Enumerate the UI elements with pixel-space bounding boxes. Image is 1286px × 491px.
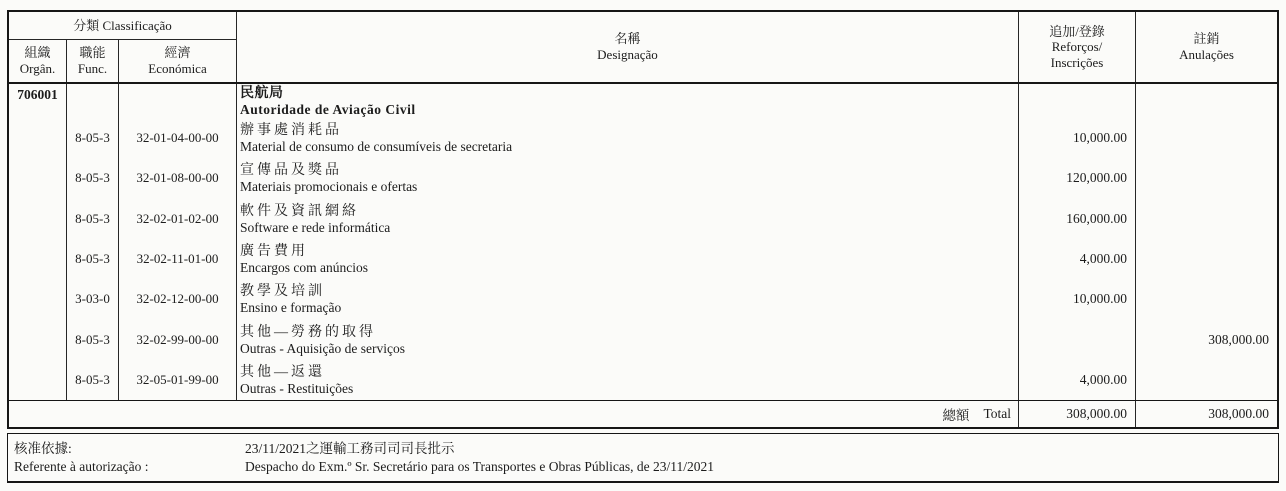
item-name-zh: 其他—勞務的取得 — [240, 324, 376, 340]
econ-code: 32-05-01-99-00 — [119, 360, 237, 400]
func-code: 3-03-0 — [67, 279, 119, 319]
header-designation — [237, 12, 1019, 82]
item-name-pt: Encargos com anúncios — [240, 259, 368, 275]
anulacoes-amount — [1136, 279, 1277, 319]
header-econ — [119, 40, 237, 82]
func-code: 8-05-3 — [67, 360, 119, 400]
item-designation — [237, 319, 1019, 359]
reforcos-amount: 10,000.00 — [1019, 279, 1136, 319]
item-name-pt: Ensino e formação — [240, 300, 342, 316]
item-name-zh: 宣傳品及獎品 — [240, 163, 342, 179]
func-code: 8-05-3 — [67, 158, 119, 198]
header-anulacoes-pt: Anulações — [1179, 47, 1234, 62]
authorization-labels — [14, 440, 245, 475]
func-code: 8-05-3 — [67, 199, 119, 239]
total-label-zh: 總額 — [942, 408, 970, 423]
header-reforcos — [1019, 12, 1136, 82]
authorization-footer — [7, 433, 1279, 483]
header-anulacoes-zh: 註銷 — [1193, 31, 1220, 46]
entity-name-pt: Autoridade de Aviação Civil — [240, 102, 416, 117]
header-econ-pt: Económica — [148, 61, 207, 76]
total-label-pt: Total — [983, 406, 1011, 421]
authorization-value-zh: 23/11/2021之運輸工務司司司長批示 — [245, 441, 455, 456]
header-econ-zh: 經濟 — [164, 45, 191, 60]
econ-code: 32-01-08-00-00 — [119, 158, 237, 198]
anulacoes-amount — [1136, 118, 1277, 158]
anulacoes-amount — [1136, 158, 1277, 198]
anulacoes-amount — [1136, 360, 1277, 400]
header-reforcos-pt1: Reforços/ — [1051, 39, 1103, 55]
item-name-zh: 其他—返還 — [240, 364, 325, 380]
item-name-zh: 軟件及資訊網絡 — [240, 203, 359, 219]
item-name-pt: Outras - Aquisição de serviços — [240, 340, 405, 356]
item-designation — [237, 199, 1019, 239]
entity-name — [237, 84, 1019, 118]
budget-amendment-table — [7, 10, 1279, 429]
authorization-value-pt: Despacho do Exm.º Sr. Secretário para os Transportes e Obras Públicas, de 23/11/2021 — [245, 458, 714, 474]
anulacoes-amount: 308,000.00 — [1208, 331, 1269, 347]
header-func-zh: 職能 — [79, 45, 106, 60]
total-row — [9, 400, 1277, 427]
func-code: 8-05-3 — [67, 239, 119, 279]
reforcos-amount: 4,000.00 — [1019, 239, 1136, 279]
empty-cell — [9, 158, 67, 198]
reforcos-amount: 160,000.00 — [1019, 199, 1136, 239]
total-anulacoes: 308,000.00 — [1208, 406, 1269, 421]
header-reforcos-pt2: Inscrições — [1050, 54, 1104, 70]
item-name-zh: 教學及培訓 — [240, 284, 325, 300]
header-designation-pt: Designação — [597, 47, 658, 62]
empty-cell — [9, 118, 67, 158]
empty-cell — [9, 239, 67, 279]
empty-cell — [9, 199, 67, 239]
table-body — [9, 84, 1277, 400]
header-designation-zh: 名稱 — [614, 31, 641, 46]
empty-cell — [1136, 84, 1277, 118]
item-designation — [237, 118, 1019, 158]
reforcos-amount: 120,000.00 — [1019, 158, 1136, 198]
item-name-pt: Software e rede informática — [240, 219, 391, 235]
item-designation — [237, 360, 1019, 400]
total-reforcos: 308,000.00 — [1019, 401, 1136, 427]
header-org — [9, 40, 67, 82]
anulacoes-amount — [1136, 199, 1277, 239]
org-code: 706001 — [9, 84, 67, 118]
item-name-zh: 廣告費用 — [240, 243, 308, 259]
header-reforcos-zh: 追加/登錄 — [1049, 23, 1105, 39]
anulacoes-amount — [1136, 239, 1277, 279]
empty-cell — [9, 360, 67, 400]
item-designation — [237, 279, 1019, 319]
func-code: 8-05-3 — [67, 118, 119, 158]
header-anulacoes — [1136, 12, 1277, 82]
total-label — [9, 401, 1019, 427]
table-header — [9, 12, 1277, 84]
item-designation — [237, 239, 1019, 279]
header-func — [67, 40, 119, 82]
empty-cell — [119, 84, 237, 118]
empty-cell — [1019, 84, 1136, 118]
item-name-pt: Material de consumo de consumíveis de secretaria — [240, 139, 513, 155]
empty-cell — [67, 84, 119, 118]
authorization-label-pt: Referente à autorização : — [14, 458, 149, 474]
econ-code: 32-02-12-00-00 — [119, 279, 237, 319]
econ-code: 32-01-04-00-00 — [119, 118, 237, 158]
header-classification: 分類 Classificação — [9, 12, 237, 40]
econ-code: 32-02-99-00-00 — [119, 319, 237, 359]
func-code: 8-05-3 — [67, 319, 119, 359]
header-org-pt: Orgân. — [19, 61, 56, 76]
empty-cell — [9, 279, 67, 319]
item-name-zh: 辦事處消耗品 — [240, 123, 342, 139]
reforcos-amount: 4,000.00 — [1019, 360, 1136, 400]
empty-cell — [9, 319, 67, 359]
reforcos-amount: 10,000.00 — [1019, 118, 1136, 158]
authorization-label-zh: 核准依據: — [14, 441, 72, 456]
item-designation — [237, 158, 1019, 198]
header-func-pt: Func. — [77, 61, 108, 76]
econ-code: 32-02-01-02-00 — [119, 199, 237, 239]
authorization-values — [245, 440, 1278, 475]
reforcos-amount — [1019, 319, 1136, 359]
econ-code: 32-02-11-01-00 — [119, 239, 237, 279]
entity-name-zh: 民航局 — [240, 86, 284, 101]
item-name-pt: Materiais promocionais e ofertas — [240, 179, 418, 195]
item-name-pt: Outras - Restituições — [240, 380, 354, 396]
header-org-zh: 組織 — [24, 45, 51, 60]
